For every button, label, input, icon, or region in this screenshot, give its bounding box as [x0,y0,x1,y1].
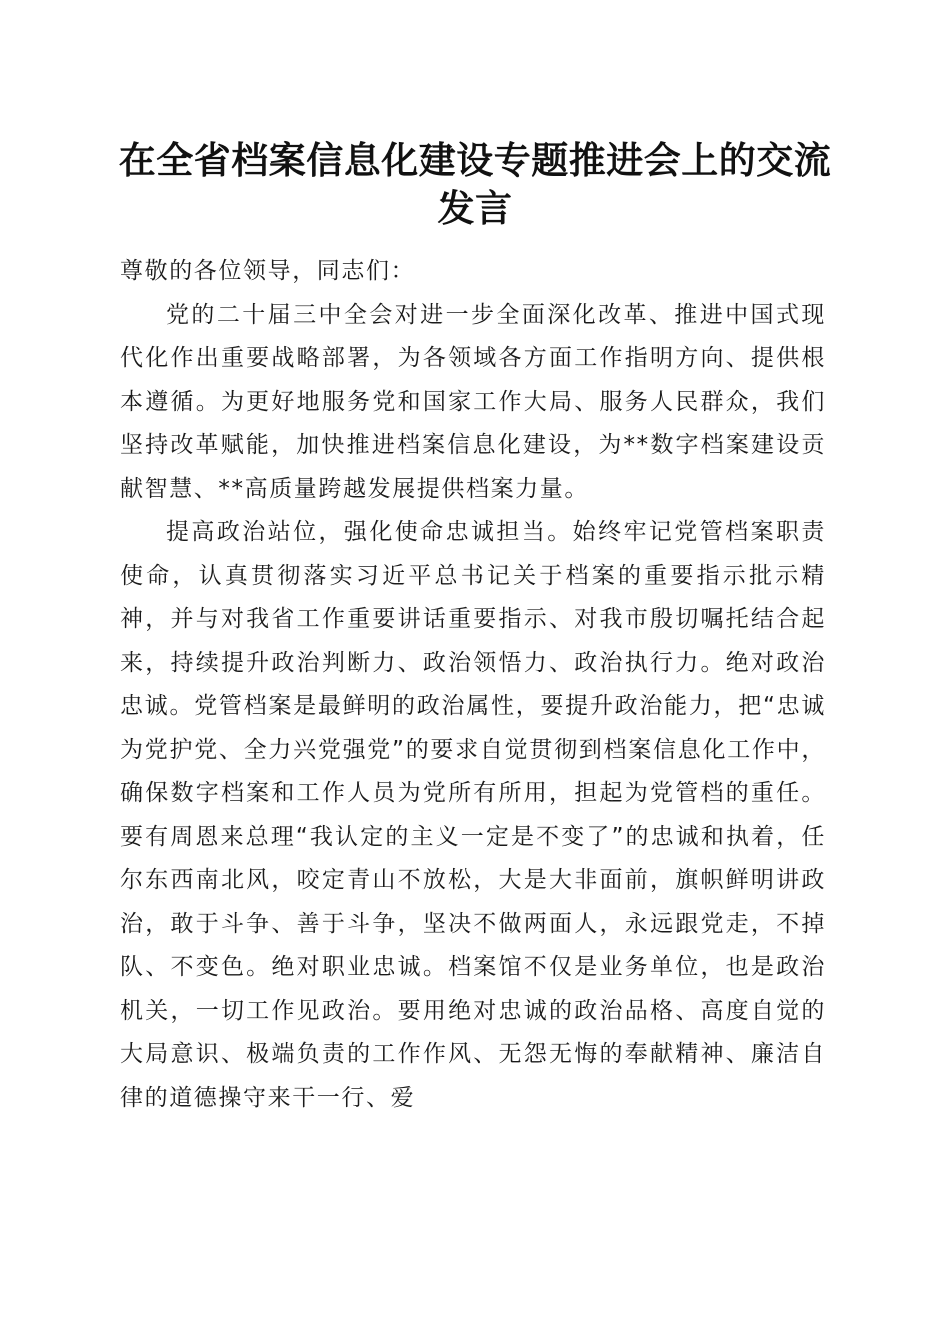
paragraph-intro: 党的二十届三中全会对进一步全面深化改革、推进中国式现代化作出重要战略部署，为各领域各方面工作指明方向、提供根本遵循。为更好地服务党和国家工作大局、服务人民群众，我们坚持改革赋能，加快推进档案信息化建设，为**数字档案建设贡献智慧、**高质量跨越发展提供档案力量。 [120,301,826,502]
document-body [120,250,826,1120]
salutation: 尊敬的各位领导，同志们： [120,258,416,284]
paragraph-political-stance: 提高政治站位，强化使命忠诚担当。始终牢记党管档案职责使命，认真贯彻落实习近平总书记关于档案的重要指示批示精神，并与对我省工作重要讲话重要指示、对我市殷切嘱托结合起来，持续提升政治判断力、政治领悟力、政治执行力。绝对政治忠诚。党管档案是最鲜明的政治属性，要提升政治能力，把“忠诚为党护党、全力兴党强党”的要求自觉贯彻到档案信息化工作中，确保数字档案和工作人员为党所有所用，担起为党管档的重任。要有周恩来总理“我认定的主义一定是不变了”的忠诚和执着，任尔东西南北风，咬定青山不放松，大是大非面前，旗帜鲜明讲政治，敢于斗争、善于斗争，坚决不做两面人，永远跟党走，不掉队、不变色。绝对职业忠诚。档案馆不仅是业务单位，也是政治机关，一切工作见政治。要用绝对忠诚的政治品格、高度自觉的大局意识、极端负责的工作作风、无怨无悔的奉献精神、廉洁自律的道德操守来干一行、爱 [120,519,826,1111]
document-title: 在全省档案信息化建设专题推进会上的交流发言 [118,138,832,230]
